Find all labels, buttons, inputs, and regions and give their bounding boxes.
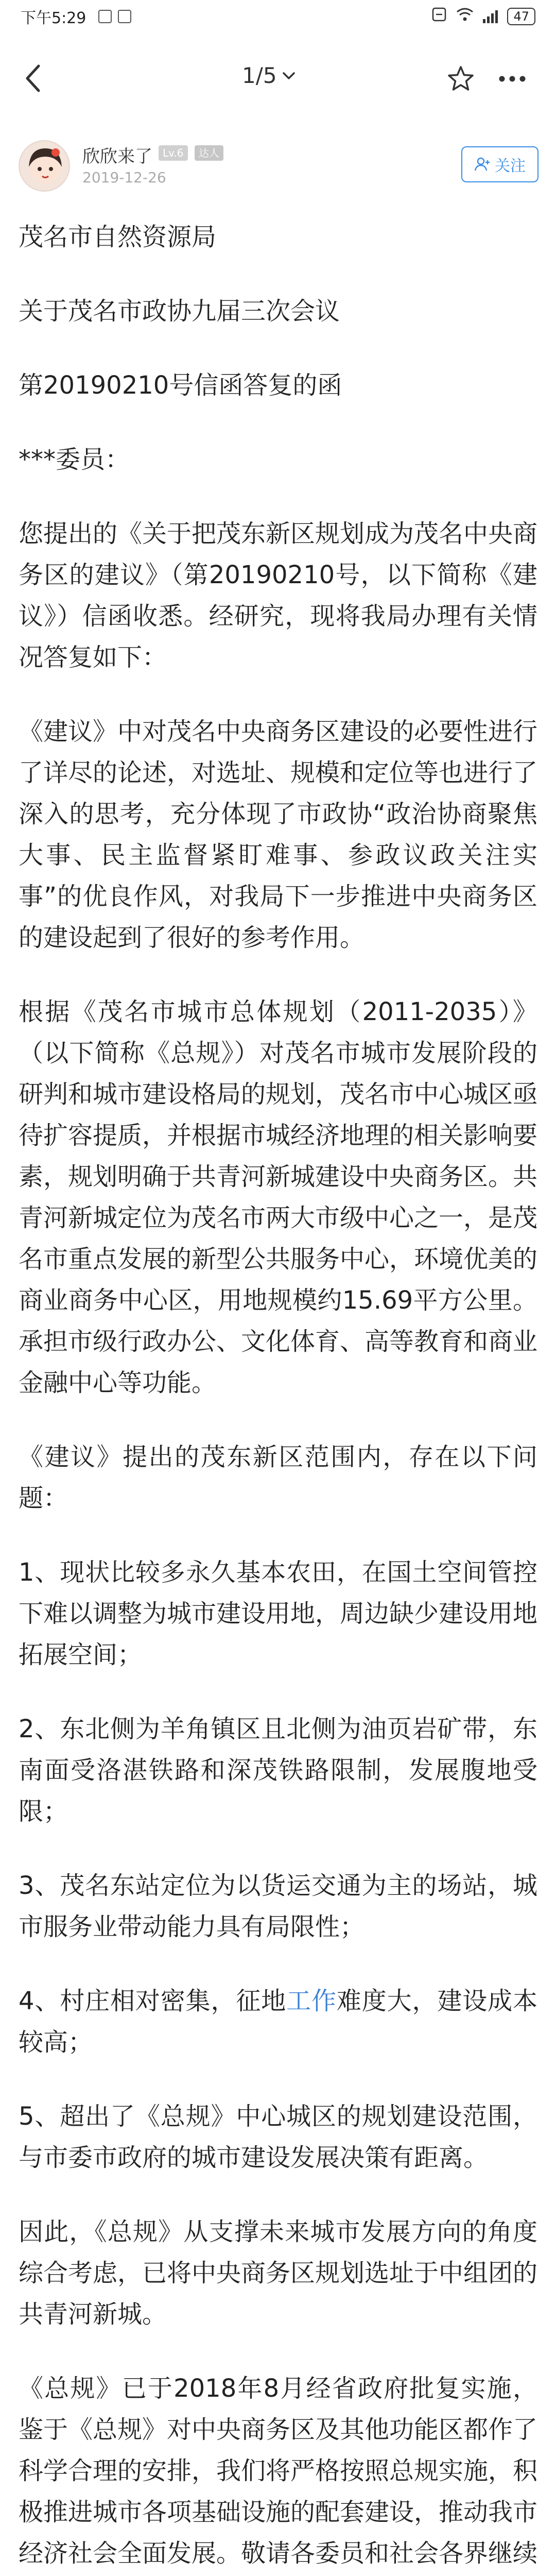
battery-indicator: 47 [507, 8, 535, 25]
paragraph: 关于茂名市政协九届三次会议 [19, 297, 340, 326]
paragraph-head: 4、村庄相对密集，征地 [19, 1987, 287, 2015]
author-name[interactable]: 欣欣来了 [82, 146, 152, 167]
chevron-down-icon [282, 71, 296, 80]
status-time: 下午5:29 [21, 9, 86, 27]
more-dots-icon [498, 75, 526, 82]
paragraph: 茂名市自然资源局 [19, 223, 217, 251]
paragraph: 《总规》已于2018年8月经省政府批复实施，鉴于《总规》对中央商务区及其他功能区都作了科学合理的安排，我们将严格按照总规实施，积极推进城市各项基础设施的配套建设，推动我市经济社会全面发展。敬请各委员和社会各界继续 [19, 2374, 538, 2568]
status-bar [0, 0, 556, 33]
back-button[interactable] [12, 58, 54, 99]
inline-link[interactable]: 工作 [286, 1987, 337, 2015]
paragraph: 《建议》中对茂名中央商务区建设的必要性进行了详尽的论述，对选址、规模和定位等也进行了深入的思考，充分体现了市政协“政治协商聚焦大事、民主监督紧盯难事、参政议政关注实事”的优良作风，对我局下一步推进中央商务区的建设起到了很好的参考作用。 [19, 717, 538, 952]
follow-button[interactable] [461, 146, 538, 182]
talent-badge: 达人 [195, 145, 223, 161]
top-navigation [0, 47, 556, 109]
paragraph: 《建议》提出的茂东新区范围内，存在以下问题： [19, 1443, 537, 1513]
notification-icons [98, 10, 131, 23]
level-badge: Lv.6 [159, 145, 188, 161]
paragraph: 第20190210号信函答复的函 [19, 371, 342, 400]
paragraph: 2、东北侧为羊角镇区且北侧为油页岩矿带，东南面受洛湛铁路和深茂铁路限制，发展腹地受限； [19, 1715, 537, 1826]
favorite-button[interactable] [443, 61, 479, 97]
paragraph: ***委员： [19, 445, 130, 474]
article-body [19, 216, 537, 2576]
add-user-icon [474, 156, 491, 173]
paragraph-with-link [19, 1980, 537, 2063]
paragraph: 根据《茂名市城市总体规划（2011-2035）》（以下简称《总规》）对茂名市城市发展阶段的研判和城市建设格局的规划，茂名市中心城区亟待扩容提质，并根据市城经济地理的相关影响要素，规划明确于共青河新城建设中央商务区。共青河新城定位为茂名市两大市级中心之一，是茂名市重点发展的新型公共服务中心，环境优美的商业商务中心区，用地规模约15.69平方公里。承担市级行政办公、文化体育、高等教育和商业金融中心等功能。 [19, 997, 538, 1397]
status-right [431, 7, 535, 26]
signal-icon [483, 10, 498, 23]
status-left [21, 5, 131, 28]
paragraph: 5、超出了《总规》中心城区的规划建设范围，与市委市政府的城市建设发展决策有距离。 [19, 2102, 537, 2172]
follow-label: 关注 [495, 157, 526, 175]
paragraph-tail: 难度大，建设成本较高； [19, 1987, 537, 2057]
author-row [19, 135, 538, 197]
paragraph: 1、现状比较多永久基本农田，在国土空间管控下难以调整为城市建设用地，周边缺少建设用地拓展空间； [19, 1558, 538, 1669]
wifi-icon [456, 7, 474, 26]
paragraph: 因此，《总规》从支撑未来城市发展方向的角度综合考虑，已将中央商务区规划选址于中组团的共青河新城。 [19, 2217, 538, 2329]
paragraph: 您提出的《关于把茂东新区规划成为茂名中央商务区的建议》（第20190210号，以下简称《建议》）信函收悉。经研究，现将我局办理有关情况答复如下： [19, 519, 538, 672]
message-notification-icon [118, 10, 131, 23]
mute-icon [431, 7, 447, 26]
avatar[interactable] [19, 140, 70, 192]
page-indicator-label: 1/5 [242, 63, 277, 88]
chevron-left-icon [24, 64, 42, 93]
post-date: 2019-12-26 [82, 169, 166, 186]
star-icon [447, 65, 475, 93]
app-notification-icon [98, 10, 112, 23]
more-button[interactable] [494, 61, 530, 97]
page-indicator[interactable] [242, 63, 296, 88]
paragraph: 3、茂名东站定位为以货运交通为主的场站，城市服务业带动能力具有局限性； [19, 1871, 537, 1941]
